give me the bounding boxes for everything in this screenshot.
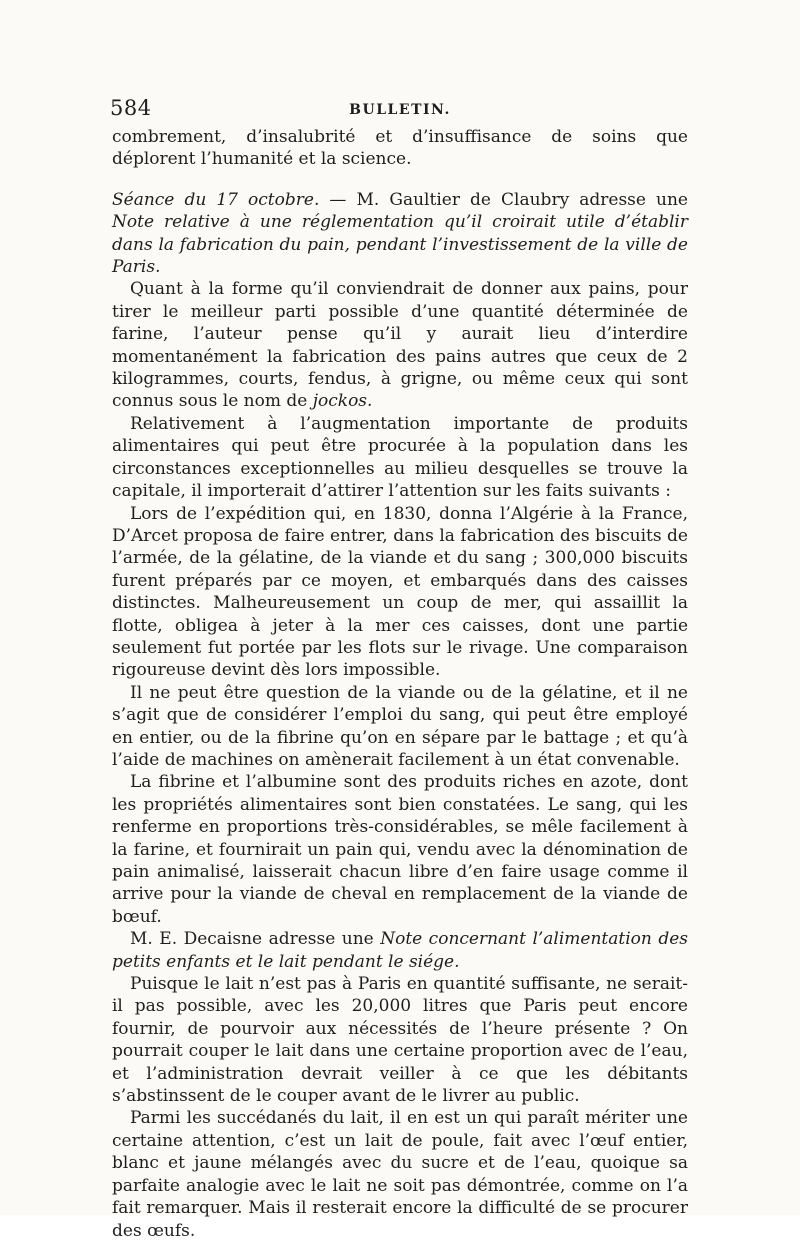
- text-run: Lors de l’expédition qui, en 1830, donna l’Algérie à la France, D’Arcet proposa de faire entrer, dans la fabrication des biscuits de l’armée, de la gélatine, de la viande et du sang ; 300,000 biscuits furent préparés par ce moyen, et embarqués dans des caisses distinctes. Malheureusement un coup de mer, qui assaillit la flotte, obligea à jeter à la mer ces caisses, dont une partie seulement fut portée par les flots sur le rivage. Une comparaison rigoureuse devint dès lors impossible.: [112, 503, 688, 681]
- italic-text: Séance du 17 octobre. —: [112, 189, 357, 210]
- body-paragraph: [112, 503, 688, 682]
- text-run: Relativement à l’augmentation importante de produits alimentaires qui peut être procurée à la population dans les circonstances exceptionnelles au milieu desquelles se trouve la capitale, il importerait d’attirer l’attention sur les faits suivants :: [112, 413, 688, 502]
- body-text: [112, 126, 688, 1242]
- text-run: Il ne peut être question de la viande ou de la gélatine, et il ne s’agit que de considérer l’emploi du sang, qui peut être employé en entier, ou de la fibrine qu’on en sépare par le battage ; et qu’à l’aide de machines on amènerait facilement à un état convenable.: [112, 682, 688, 770]
- italic-text: jockos.: [312, 391, 373, 412]
- page-number: 584: [110, 96, 152, 120]
- session-heading-paragraph: [112, 189, 688, 279]
- text-run: M. Gaultier de Claubry adresse une: [356, 189, 688, 210]
- text-run: Parmi les succédanés du lait, il en est un qui paraît mériter une certaine attention, c’est un lait de poule, fait avec l’œuf entier, blanc et jaune mélangés avec du sucre et de l’eau, quoique sa parfaite analogie avec le lait ne soit pas démontrée, comme on l’a fait remarquer. Mais il resterait encore la difficulté de se procurer des œufs.: [112, 1108, 688, 1241]
- page-header: [110, 96, 690, 122]
- body-paragraph: [112, 973, 688, 1107]
- body-paragraph: [112, 413, 688, 503]
- text-run: Puisque le lait n’est pas à Paris en quantité suffisante, ne serait-il pas possible, avec les 20,000 litres que Paris peut encore fournir, de pourvoir aux nécessités de l’heure présente ? On pourrait couper le lait dans une certaine proportion avec de l’eau, et l’administration devrait veiller à ce que les débitants s’abstinssent de le couper avant de le livrer au public.: [112, 974, 688, 1107]
- italic-text: Note relative à une réglementation qu’il croirait utile d’établir dans la fabrication du pain, pendant l’investissement de la ville de Paris.: [112, 212, 688, 278]
- text-run: Quant à la forme qu’il conviendrait de donner aux pains, pour tirer le meilleur parti possible d’une quantité déterminée de farine, l’auteur pense qu’il y aurait lieu d’interdire momentanément la fabrication des pains autres que ceux de 2 kilogrammes, courts, fendus, à grigne, ou même ceux qui sont connus sous le nom de: [112, 279, 688, 412]
- text-run: La fibrine et l’albumine sont des produits riches en azote, dont les propriétés alimentaires sont bien constatées. Le sang, qui les renferme en proportions très-considérables, se mêle facilement à la farine, et fournirait un pain qui, vendu avec la dénomination de pain animalisé, laisserait chacun libre d’en faire usage comme il arrive pour la viande de cheval en remplacement de la viande de bœuf.: [112, 772, 688, 927]
- body-paragraph: [112, 126, 688, 171]
- text-run: M. E. Decaisne adresse une: [130, 929, 381, 950]
- italic-text: Note concernant l’alimentation des petits enfants et le lait pendant le siége.: [112, 929, 688, 972]
- body-paragraph: [112, 928, 688, 973]
- body-paragraph: [112, 278, 688, 412]
- body-paragraph: [112, 771, 688, 928]
- body-paragraph: [112, 1107, 688, 1241]
- body-paragraph: [112, 682, 688, 772]
- text-run: combrement, d’insalubrité et d’insuffisance de soins que déplorent l’humanité et la science.: [112, 127, 688, 170]
- running-head: BULLETIN.: [349, 102, 451, 118]
